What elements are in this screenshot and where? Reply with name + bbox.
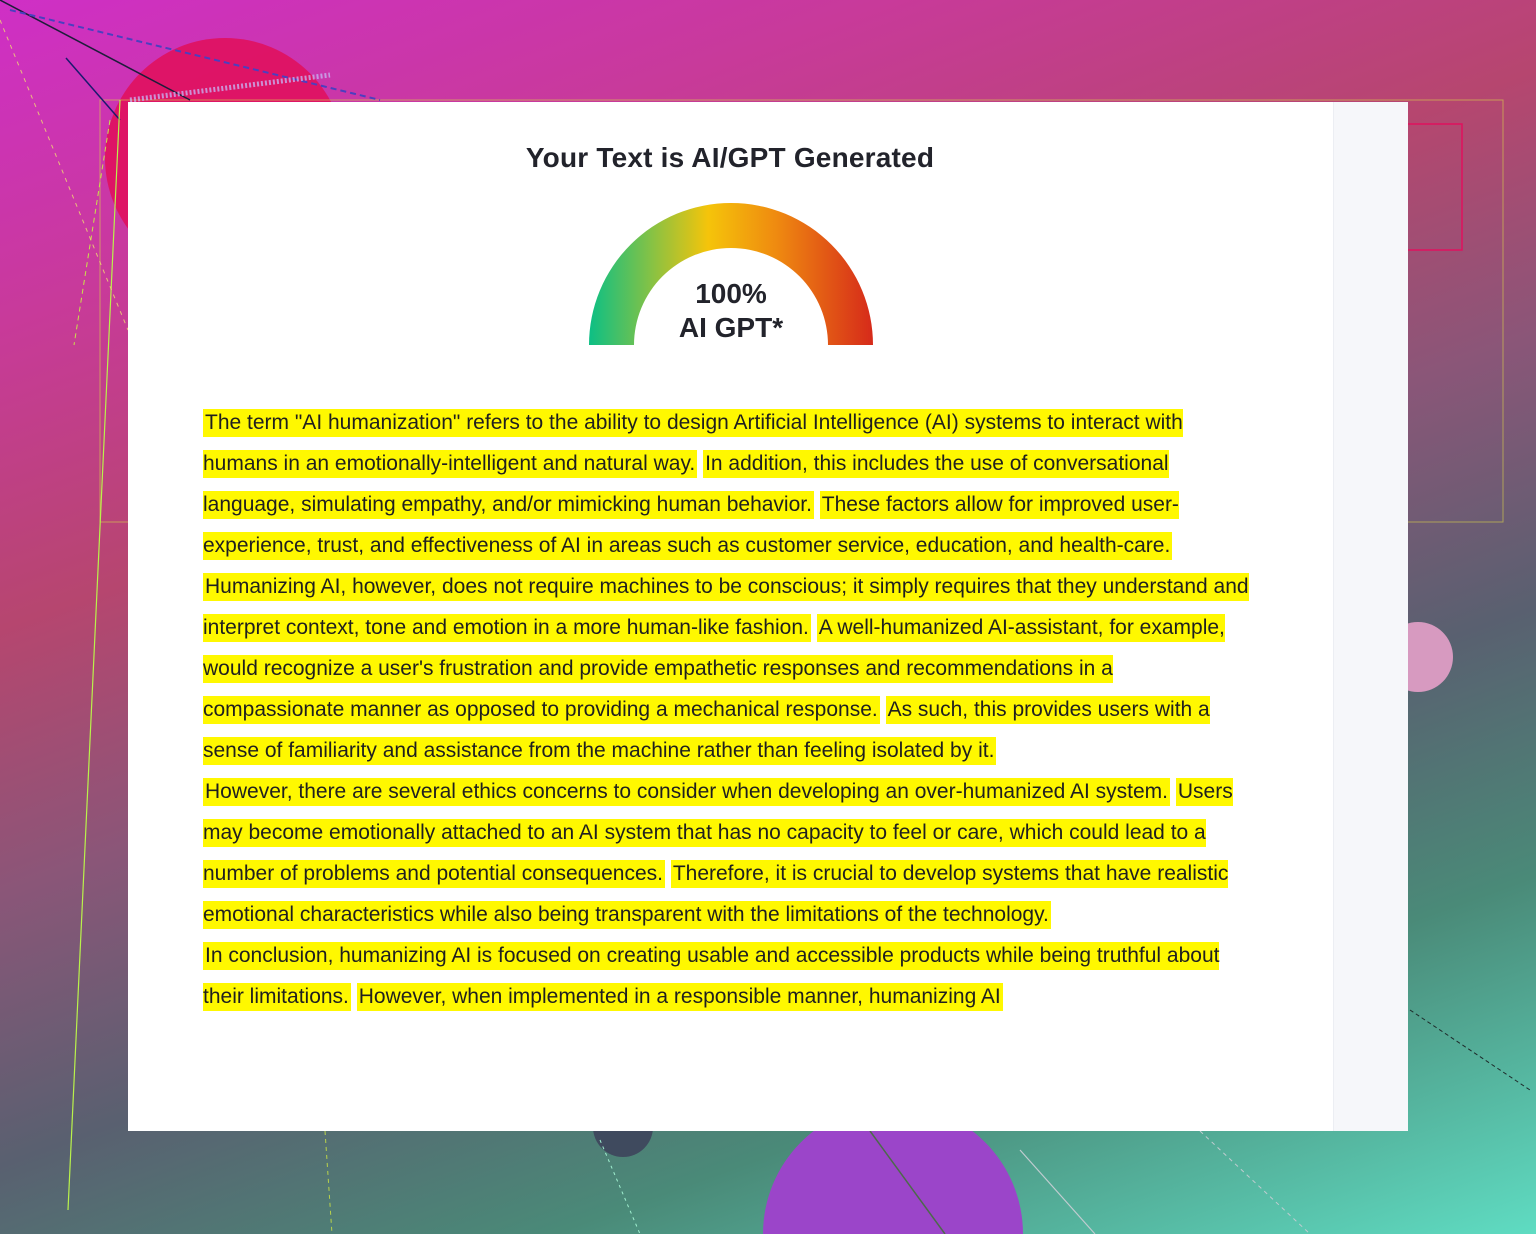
ai-score-label: AI GPT* [678, 312, 784, 343]
highlighted-sentence: Humanizing AI, however, does not require machines to be conscious; it simply requires that they understand and interpret context, tone and emotion in a more human-like fashion. [203, 573, 1249, 642]
highlighted-sentence: Therefore, it is crucial to develop systems that have realistic emotional characteristics while also being transparent with the limitations of the technology. [203, 860, 1228, 929]
highlighted-sentence: In addition, this includes the use of conversational language, simulating empathy, and/or mimicking human behavior. [203, 450, 1169, 519]
text-paragraph [203, 566, 1258, 771]
highlighted-sentence: However, when implemented in a responsible manner, humanizing AI [357, 983, 1003, 1011]
text-paragraph [203, 771, 1258, 935]
highlighted-sentence: However, there are several ethics concerns to consider when developing an over-humanized AI system. [203, 778, 1170, 806]
text-paragraph [203, 935, 1258, 1017]
highlighted-sentence: The term "AI humanization" refers to the ability to design Artificial Intelligence (AI) systems to interact with humans in an emotionally-intelligent and natural way. [203, 409, 1183, 478]
highlighted-sentence: In conclusion, humanizing AI is focused on creating usable and accessible products while being truthful about their limitations. [203, 942, 1219, 1011]
highlighted-sentence: These factors allow for improved user-experience, trust, and effectiveness of AI in areas such as customer service, education, and health-care. [203, 491, 1179, 560]
result-title: Your Text is AI/GPT Generated [525, 142, 935, 173]
analyzed-text [203, 402, 1258, 1017]
highlighted-sentence: A well-humanized AI-assistant, for example, would recognize a user's frustration and provide empathetic responses and recommendations in a compassionate manner as opposed to providing a mechanical response. [203, 614, 1225, 724]
result-card [128, 102, 1408, 1131]
highlighted-sentence: As such, this provides users with a sense of familiarity and assistance from the machine rather than feeling isolated by it. [203, 696, 1210, 765]
highlighted-sentence: Users may become emotionally attached to an AI system that has no capacity to feel or care, which could lead to a number of problems and potential consequences. [203, 778, 1233, 888]
text-paragraph [203, 402, 1258, 566]
ai-score-percent: 100% [695, 278, 767, 309]
gauge-label [587, 277, 875, 345]
card-sidebar [1333, 102, 1408, 1131]
